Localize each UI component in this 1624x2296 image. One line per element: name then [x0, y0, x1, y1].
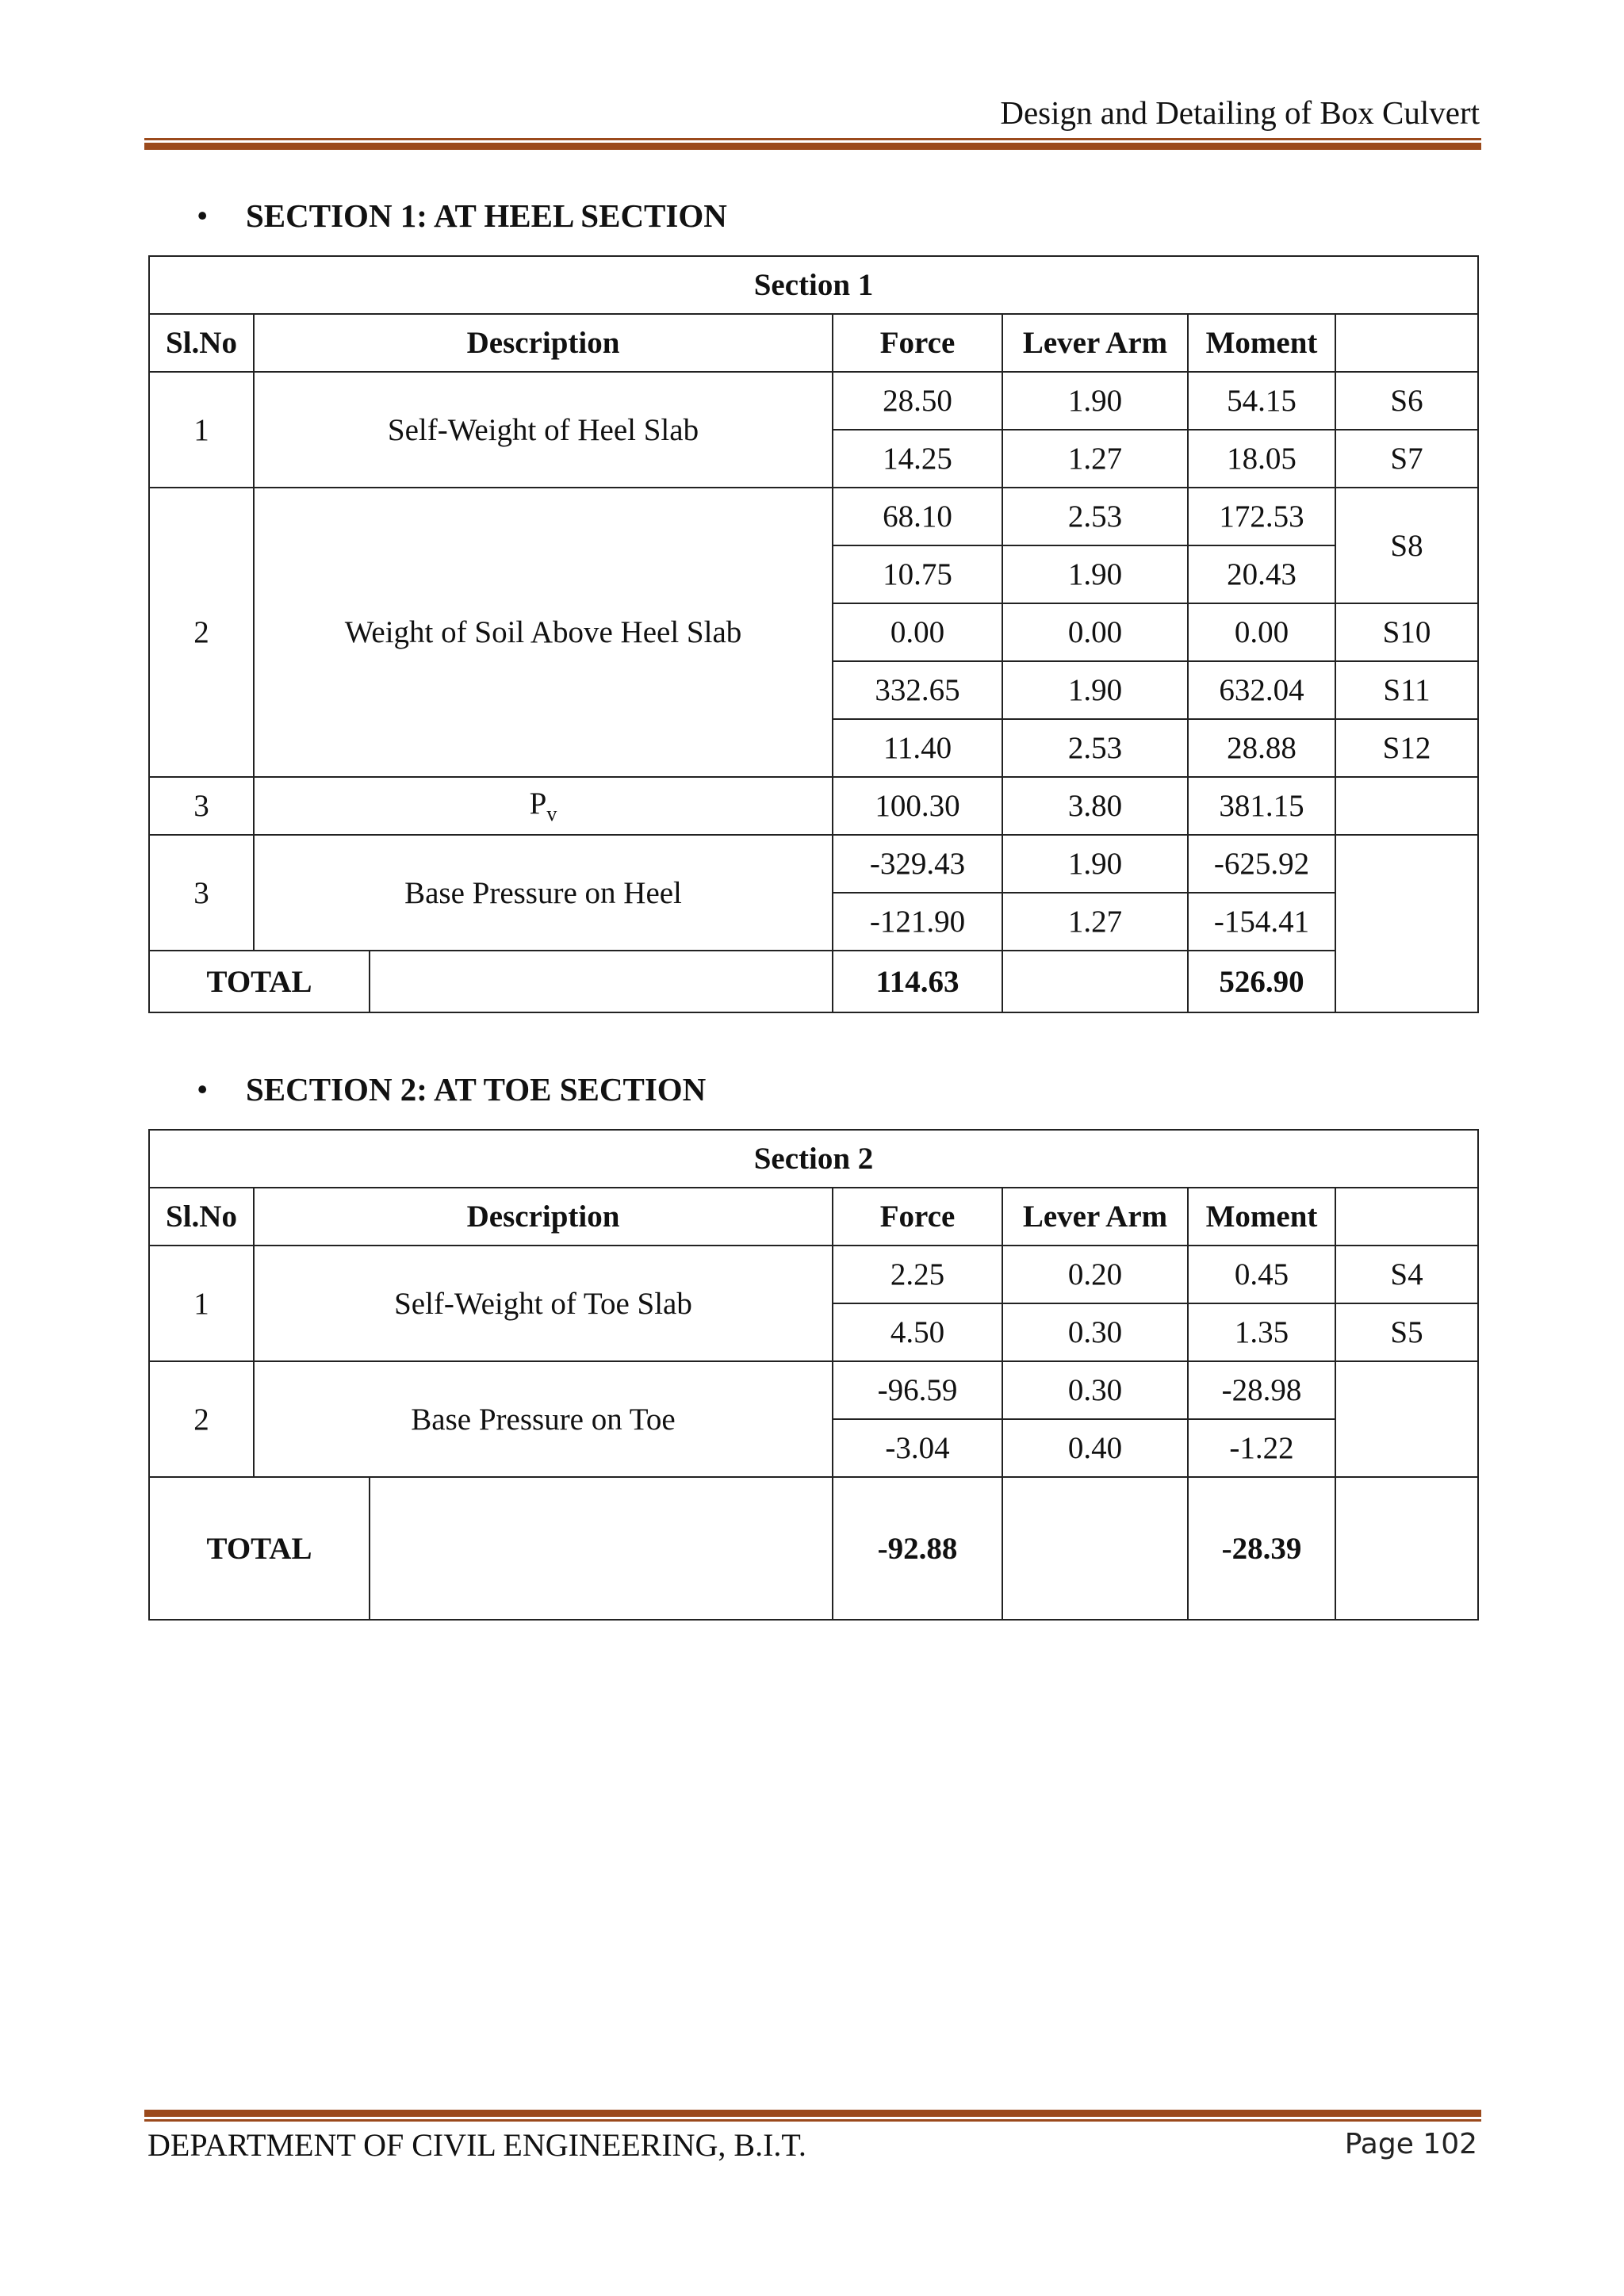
lever-cell: 1.27	[1002, 430, 1188, 488]
total-moment: 526.90	[1188, 951, 1335, 1012]
moment-cell: 381.15	[1188, 777, 1335, 835]
table-title: Section 2	[149, 1130, 1478, 1188]
lever-cell: 0.40	[1002, 1419, 1188, 1477]
ref-cell: S7	[1335, 430, 1478, 488]
table-row	[149, 1361, 1478, 1419]
description-cell: Base Pressure on Heel	[254, 835, 833, 951]
ref-cell: S4	[1335, 1246, 1478, 1303]
description-cell: Weight of Soil Above Heel Slab	[254, 488, 833, 777]
col-header-lever-arm: Lever Arm	[1002, 1188, 1188, 1246]
description-cell: Base Pressure on Toe	[254, 1361, 833, 1477]
table-row	[149, 835, 1478, 893]
ref-cell: S6	[1335, 372, 1478, 430]
moment-cell: 632.04	[1188, 661, 1335, 719]
force-cell: -3.04	[833, 1419, 1002, 1477]
slno-cell: 3	[149, 835, 254, 951]
table-title-row	[149, 1130, 1478, 1188]
total-label: TOTAL	[149, 1477, 370, 1620]
col-header-slno: Sl.No	[149, 1188, 254, 1246]
moment-cell: 54.15	[1188, 372, 1335, 430]
col-header-moment: Moment	[1188, 314, 1335, 372]
moment-cell: -154.41	[1188, 893, 1335, 951]
col-header-description: Description	[254, 1188, 833, 1246]
moment-cell: -625.92	[1188, 835, 1335, 893]
page-number: Page 102	[1344, 2128, 1477, 2160]
total-lever	[1002, 1477, 1188, 1620]
document-title: Design and Detailing of Box Culvert	[1000, 94, 1480, 131]
table-title: Section 1	[149, 256, 1478, 314]
force-cell: 28.50	[833, 372, 1002, 430]
table-header-row	[149, 314, 1478, 372]
section1-table	[148, 255, 1479, 1013]
description-cell: $P_v$	[254, 777, 833, 835]
lever-cell: 0.00	[1002, 603, 1188, 661]
header-rule	[144, 138, 1481, 150]
footer-rule	[144, 2110, 1481, 2122]
lever-cell: 0.30	[1002, 1303, 1188, 1361]
lever-cell: 1.27	[1002, 893, 1188, 951]
moment-cell: 0.00	[1188, 603, 1335, 661]
table-row	[149, 488, 1478, 545]
col-header-lever-arm: Lever Arm	[1002, 314, 1188, 372]
lever-cell: 0.30	[1002, 1361, 1188, 1419]
ref-cell: S10	[1335, 603, 1478, 661]
force-cell: 10.75	[833, 545, 1002, 603]
total-row	[149, 1477, 1478, 1620]
lever-cell: 2.53	[1002, 719, 1188, 777]
lever-cell: 3.80	[1002, 777, 1188, 835]
force-cell: 4.50	[833, 1303, 1002, 1361]
moment-cell: 28.88	[1188, 719, 1335, 777]
col-header-ref	[1335, 314, 1478, 372]
moment-cell: -1.22	[1188, 1419, 1335, 1477]
force-cell: 332.65	[833, 661, 1002, 719]
force-cell: 11.40	[833, 719, 1002, 777]
bullet-icon: •	[197, 197, 209, 234]
force-cell: -96.59	[833, 1361, 1002, 1419]
ref-cell: S12	[1335, 719, 1478, 777]
lever-cell: 1.90	[1002, 835, 1188, 893]
total-row	[149, 951, 1478, 1012]
moment-cell: 172.53	[1188, 488, 1335, 545]
col-header-force: Force	[833, 1188, 1002, 1246]
moment-cell: 20.43	[1188, 545, 1335, 603]
lever-cell: 1.90	[1002, 661, 1188, 719]
force-cell: 0.00	[833, 603, 1002, 661]
ref-cell: S11	[1335, 661, 1478, 719]
description-cell: Self-Weight of Heel Slab	[254, 372, 833, 488]
moment-cell: 1.35	[1188, 1303, 1335, 1361]
moment-cell: 18.05	[1188, 430, 1335, 488]
table-row	[149, 1246, 1478, 1303]
slno-cell: 1	[149, 1246, 254, 1361]
table-row	[149, 372, 1478, 430]
ref-cell	[1335, 1361, 1478, 1477]
slno-cell: 3	[149, 777, 254, 835]
ref-cell	[1335, 777, 1478, 835]
slno-cell: 2	[149, 1361, 254, 1477]
lever-cell: 1.90	[1002, 545, 1188, 603]
total-label: TOTAL	[149, 951, 370, 1012]
force-cell: 14.25	[833, 430, 1002, 488]
col-header-ref	[1335, 1188, 1478, 1246]
lever-cell: 2.53	[1002, 488, 1188, 545]
total-force: -92.88	[833, 1477, 1002, 1620]
force-cell: 68.10	[833, 488, 1002, 545]
moment-cell: -28.98	[1188, 1361, 1335, 1419]
ref-cell: S5	[1335, 1303, 1478, 1361]
slno-cell: 1	[149, 372, 254, 488]
table-header-row	[149, 1188, 1478, 1246]
col-header-force: Force	[833, 314, 1002, 372]
description-cell: Self-Weight of Toe Slab	[254, 1246, 833, 1361]
lever-cell: 0.20	[1002, 1246, 1188, 1303]
ref-cell: S8	[1335, 488, 1478, 603]
force-cell: 100.30	[833, 777, 1002, 835]
col-header-description: Description	[254, 314, 833, 372]
ref-cell	[1335, 835, 1478, 1012]
total-blank	[370, 951, 833, 1012]
force-cell: -121.90	[833, 893, 1002, 951]
footer-department: DEPARTMENT OF CIVIL ENGINEERING, B.I.T.	[147, 2127, 806, 2163]
force-cell: 2.25	[833, 1246, 1002, 1303]
table-row	[149, 777, 1478, 835]
col-header-moment: Moment	[1188, 1188, 1335, 1246]
lever-cell: 1.90	[1002, 372, 1188, 430]
slno-cell: 2	[149, 488, 254, 777]
force-cell: -329.43	[833, 835, 1002, 893]
total-force: 114.63	[833, 951, 1002, 1012]
section2-table	[148, 1129, 1479, 1621]
total-moment: -28.39	[1188, 1477, 1335, 1620]
col-header-slno: Sl.No	[149, 314, 254, 372]
moment-cell: 0.45	[1188, 1246, 1335, 1303]
total-lever	[1002, 951, 1188, 1012]
total-ref	[1335, 1477, 1478, 1620]
table-title-row	[149, 256, 1478, 314]
total-blank	[370, 1477, 833, 1620]
bullet-icon: •	[197, 1071, 209, 1108]
